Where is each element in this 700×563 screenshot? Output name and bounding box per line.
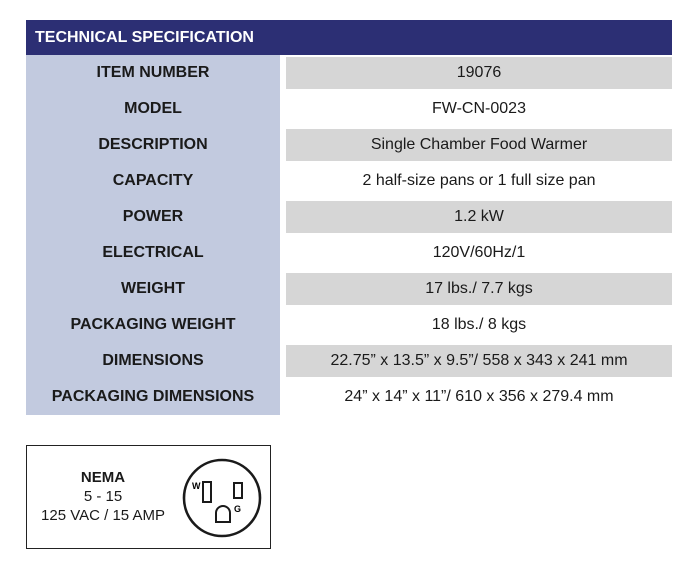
row-label: ELECTRICAL <box>26 235 280 271</box>
row-value: 120V/60Hz/1 <box>432 244 526 261</box>
row-label: PACKAGING WEIGHT <box>26 307 280 343</box>
ground-slot <box>216 506 230 522</box>
table-row <box>26 343 672 379</box>
row-label: DESCRIPTION <box>26 127 280 163</box>
row-label: CAPACITY <box>26 163 280 199</box>
table-row <box>26 271 672 307</box>
table-row <box>26 235 672 271</box>
row-value: FW-CN-0023 <box>432 100 526 117</box>
row-label: DIMENSIONS <box>26 343 280 379</box>
row-value: 2 half-size pans or 1 full size pan <box>362 172 596 189</box>
neutral-slot <box>203 482 211 502</box>
nema-title: NEMA <box>80 469 126 486</box>
table-row <box>26 91 672 127</box>
nema-rating: 125 VAC / 15 AMP <box>41 507 165 524</box>
receptacle-outline <box>184 460 260 536</box>
table-row <box>26 199 672 235</box>
row-label: ITEM NUMBER <box>26 55 280 91</box>
table-row <box>26 163 672 199</box>
technical-specification-table <box>26 20 672 415</box>
row-label: PACKAGING DIMENSIONS <box>26 379 280 415</box>
row-value: 19076 <box>286 57 672 89</box>
row-value: 24” x 14” x 11”/ 610 x 356 x 279.4 mm <box>344 388 614 405</box>
table-row <box>26 379 672 415</box>
table-row <box>26 55 672 91</box>
row-label: POWER <box>26 199 280 235</box>
row-label: WEIGHT <box>26 271 280 307</box>
nema-text <box>27 468 179 525</box>
neutral-label: W <box>192 481 201 491</box>
row-value: 18 lbs./ 8 kgs <box>431 316 527 333</box>
row-value: 22.75” x 13.5” x 9.5”/ 558 x 343 x 241 mm <box>286 345 672 377</box>
table-title: TECHNICAL SPECIFICATION <box>26 20 672 55</box>
hot-slot <box>234 483 242 498</box>
nema-5-15-receptacle-icon <box>181 458 263 538</box>
row-value: Single Chamber Food Warmer <box>286 129 672 161</box>
ground-label: G <box>234 504 242 514</box>
row-value: 17 lbs./ 7.7 kgs <box>286 273 672 305</box>
nema-plug-box <box>26 445 271 549</box>
nema-config: 5 - 15 <box>83 488 123 505</box>
table-row <box>26 307 672 343</box>
row-value: 1.2 kW <box>286 201 672 233</box>
table-row <box>26 127 672 163</box>
row-label: MODEL <box>26 91 280 127</box>
